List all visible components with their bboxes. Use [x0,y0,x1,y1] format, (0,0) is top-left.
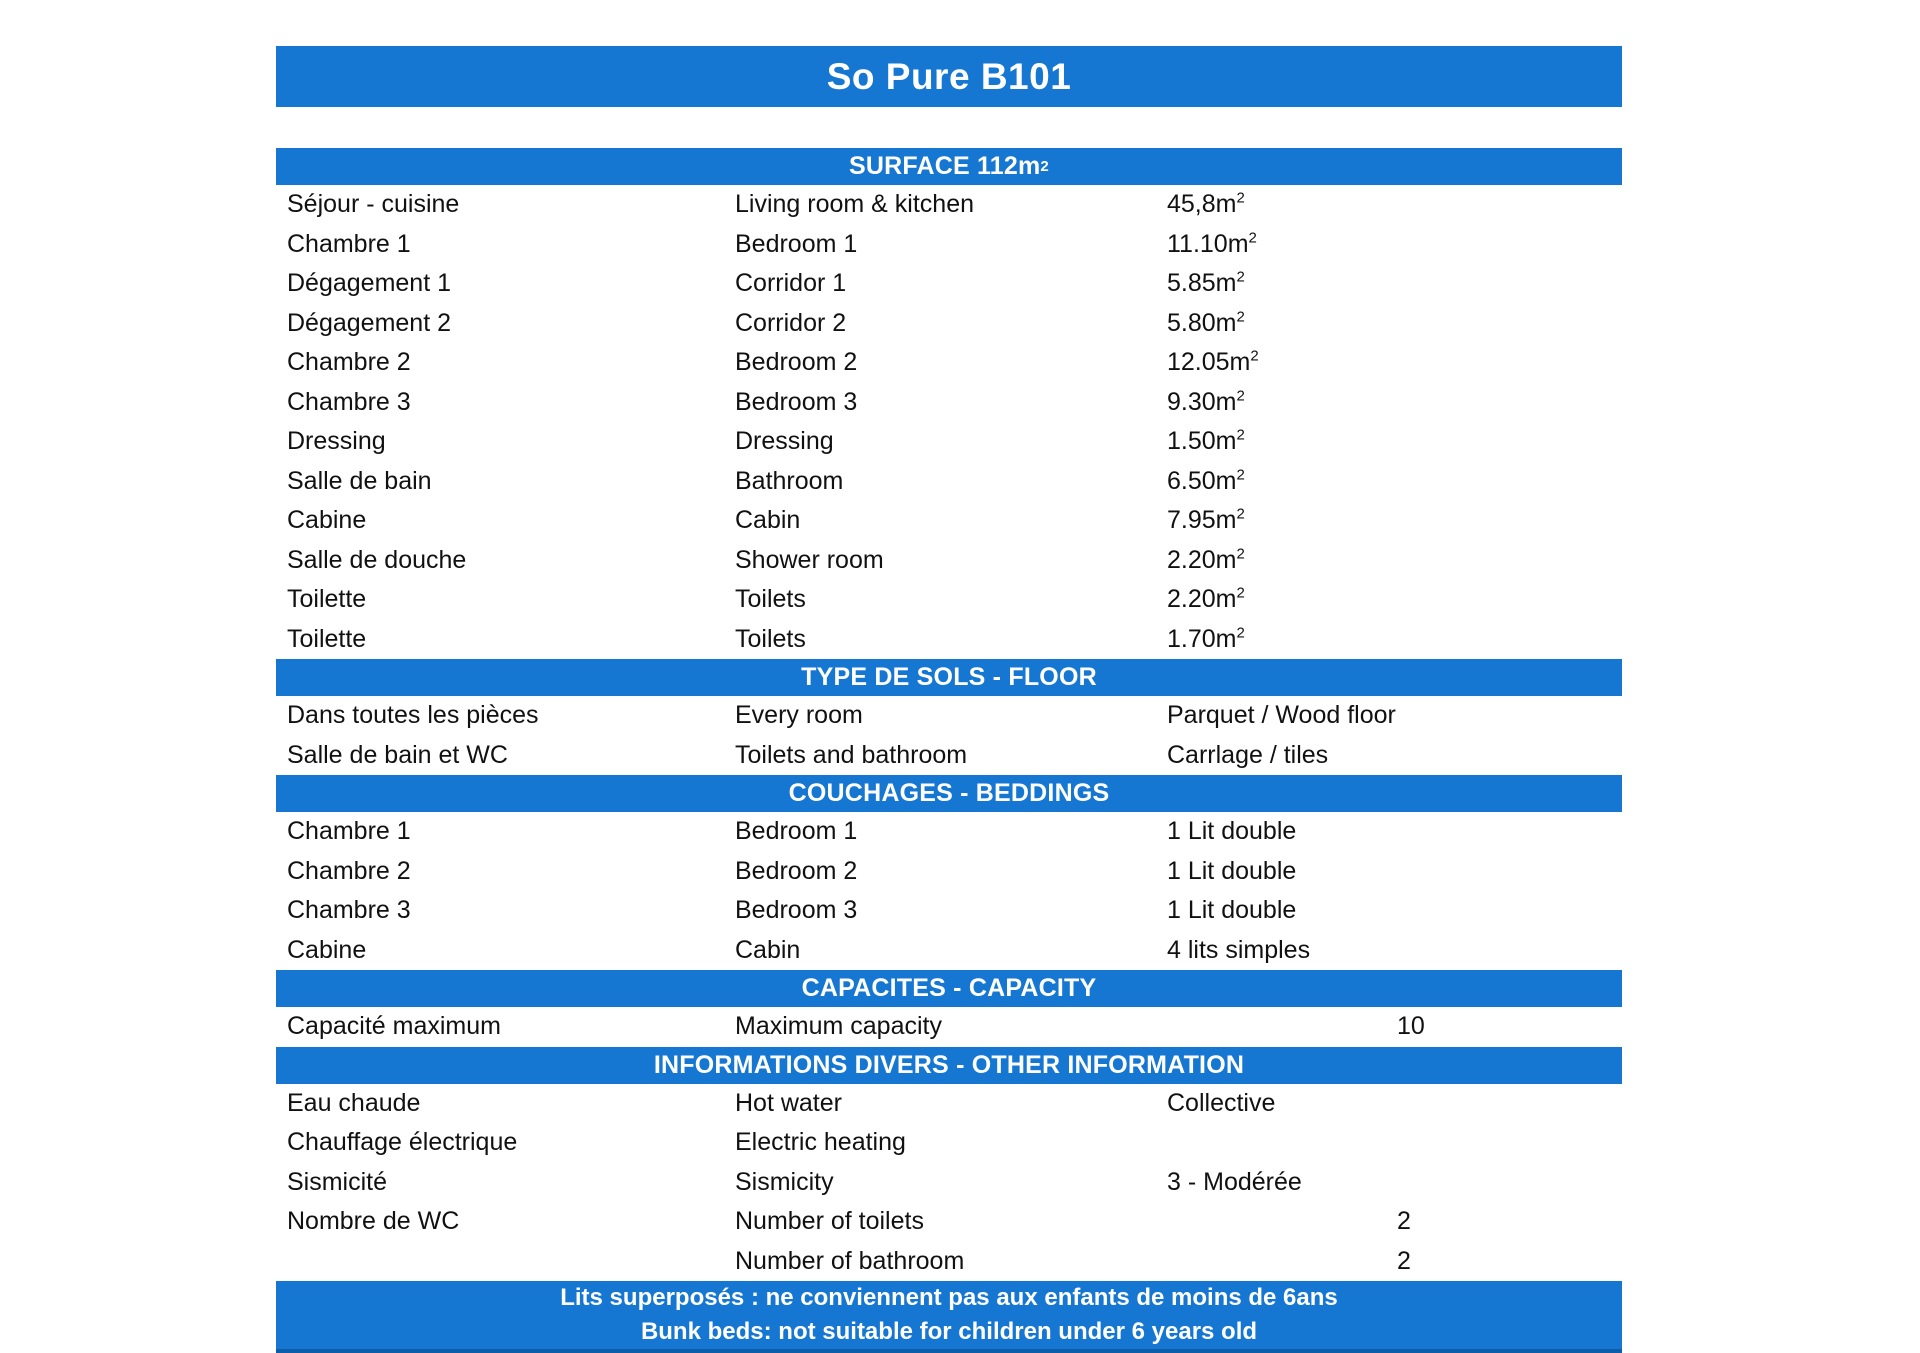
table-row [276,304,1622,344]
cell-french: Nombre de WC [287,1207,460,1236]
cell-french: Capacité maximum [287,1012,501,1041]
cell-french: Toilette [287,585,367,614]
cell-french: Chambre 1 [287,229,411,258]
cell-english: Toilets and bathroom [735,740,968,769]
cell-number: 2 [1397,1207,1411,1236]
table-row [276,1007,1622,1047]
cell-value: $6.50m^2$ [1167,466,1245,495]
cell-value: Collective [1167,1088,1276,1117]
table-row [276,225,1622,265]
cell-french: Dégagement 1 [287,269,452,298]
cell-english: Corridor 1 [735,269,847,298]
table-row [276,736,1622,776]
table-row [276,343,1622,383]
table-row [276,852,1622,892]
cell-english: Bedroom 1 [735,229,858,258]
cell-french: Cabine [287,935,367,964]
table-row [276,931,1622,971]
table-row [276,501,1622,541]
section-header: COUCHAGES - BEDDINGS [276,775,1622,812]
footer-banner [276,1281,1622,1353]
cell-value: $1.70m^2$ [1167,624,1245,653]
table-row [276,462,1622,502]
cell-english: Hot water [735,1088,842,1117]
table-row [276,891,1622,931]
cell-french: Chambre 1 [287,817,411,846]
cell-french: Séjour - cuisine [287,190,460,219]
table-row [276,264,1622,304]
cell-value: $1.50m^2$ [1167,426,1245,456]
cell-value: $7.95m^2$ [1167,505,1245,535]
cell-english: Living room & kitchen [735,190,975,219]
section-header: SURFACE 112m 2 [276,148,1622,185]
table-row [276,580,1622,620]
table-row [276,620,1622,660]
cell-english: Shower room [735,545,884,574]
cell-french: Sismicité [287,1167,388,1196]
cell-english: Dressing [735,427,834,456]
cell-english: Bedroom 2 [735,856,858,885]
cell-french: Chambre 2 [287,348,411,377]
cell-value: 1 Lit double [1167,896,1297,925]
cell-english: Bedroom 3 [735,896,858,925]
cell-english: Cabin [735,935,801,964]
cell-english: Toilets [735,624,806,653]
table-row [276,812,1622,852]
cell-value: $5.85m^2$ [1167,268,1245,298]
cell-french: Salle de bain [287,466,432,495]
footer-warning-en: Bunk beds: not suitable for children under 6 years old [640,1317,1258,1345]
cell-english: Bedroom 2 [735,348,858,377]
cell-french: Chauffage électrique [287,1128,518,1157]
title-banner [276,46,1622,107]
table-row [276,1084,1622,1124]
table-row [276,1202,1622,1242]
cell-english: Corridor 2 [735,308,847,337]
table-row [276,1242,1622,1282]
table-row [276,696,1622,736]
cell-french: Dressing [287,427,386,456]
cell-french: Chambre 3 [287,896,411,925]
cell-english: Bedroom 3 [735,387,858,416]
cell-value: 1 Lit double [1167,817,1297,846]
table-row [276,383,1622,423]
cell-french: Salle de douche [287,545,467,574]
cell-number: 10 [1397,1012,1425,1041]
property-info-sheet [276,46,1622,1353]
table-row [276,185,1622,225]
cell-english: Toilets [735,585,806,614]
cell-english: Bathroom [735,466,844,495]
cell-english: Sismicity [735,1167,834,1196]
cell-value: 1 Lit double [1167,856,1297,885]
table-row [276,1163,1622,1203]
footer-warning-fr: Lits superposés : ne conviennent pas aux enfants de moins de 6ans [560,1284,1338,1312]
section-header: CAPACITES - CAPACITY [276,970,1622,1007]
cell-value: Parquet / Wood floor [1167,701,1396,730]
table-row [276,1123,1622,1163]
cell-value: $9.30m^2$ [1167,387,1245,416]
section-header: INFORMATIONS DIVERS - OTHER INFORMATION [276,1047,1622,1084]
cell-english: Maximum capacity [735,1012,942,1041]
cell-english: Number of toilets [735,1207,924,1236]
cell-french: Eau chaude [287,1088,421,1117]
info-table [276,148,1622,1281]
cell-french: Chambre 2 [287,856,411,885]
cell-french: Dans toutes les pièces [287,701,539,730]
cell-value: 4 lits simples [1167,935,1311,964]
table-row [276,541,1622,581]
section-header: TYPE DE SOLS - FLOOR [276,659,1622,696]
cell-french: Toilette [287,624,367,653]
cell-value: 3 - Modérée [1167,1167,1302,1196]
cell-french: Chambre 3 [287,387,411,416]
page-title: So Pure B101 [826,55,1072,97]
cell-value: $2.20m^2$ [1167,584,1245,614]
cell-value: $11.10m^2$ [1167,229,1257,258]
cell-value: Carrlage / tiles [1167,740,1329,769]
cell-value: $2.20m^2$ [1167,545,1245,574]
cell-number: 2 [1397,1246,1411,1275]
cell-value: $12.05m^2$ [1167,347,1259,377]
cell-english: Cabin [735,506,801,535]
cell-french: Salle de bain et WC [287,740,508,769]
cell-english: Number of bathroom [735,1246,965,1275]
cell-value: $45,8m^2$ [1167,189,1245,219]
cell-value: $5.80m^2$ [1167,308,1245,337]
cell-english: Every room [735,701,863,730]
cell-french: Dégagement 2 [287,308,452,337]
table-row [276,422,1622,462]
cell-english: Electric heating [735,1128,906,1157]
cell-english: Bedroom 1 [735,817,858,846]
cell-french: Cabine [287,506,367,535]
